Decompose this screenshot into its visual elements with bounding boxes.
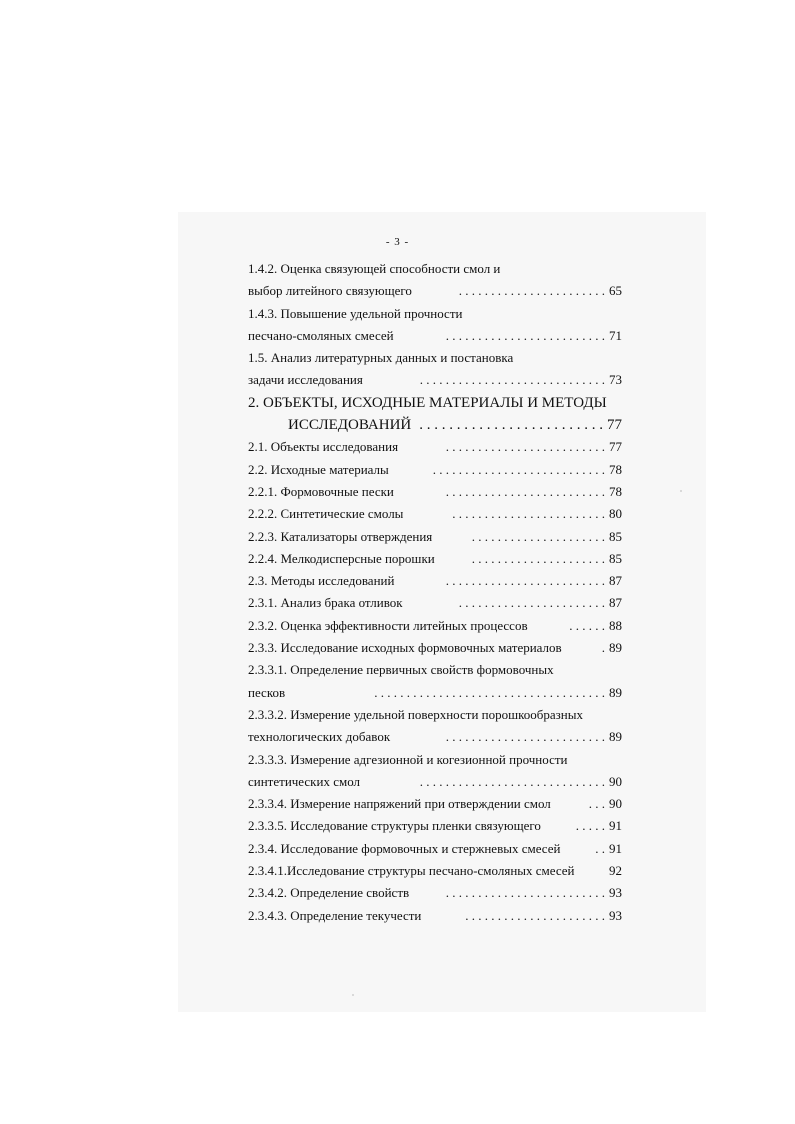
toc-entry	[248, 704, 628, 726]
toc-entry	[248, 392, 628, 414]
toc-dot-leader: . .	[595, 840, 605, 856]
toc-entry	[248, 682, 628, 704]
toc-entry	[248, 749, 628, 771]
toc-dot-leader: . . . . . . . . . . . . . . . . . . . . . . . . . . . . . . . . . . . .	[374, 684, 605, 700]
toc-entry-title: 2.3.3.2. Измерение удельной поверхности порошкообразных	[248, 706, 583, 722]
toc-entry	[248, 414, 628, 436]
toc-entry-title: 2.2. Исходные материалы	[248, 461, 389, 477]
toc-entry-title: 2.2.4. Мелкодисперсные порошки	[248, 550, 435, 566]
toc-entry-title: 2.3.3.3. Измерение адгезионной и когезионной прочности	[248, 751, 568, 767]
toc-page-number: 87	[609, 595, 622, 611]
toc-entry	[248, 303, 628, 325]
toc-entry	[248, 459, 628, 481]
toc-entry-leader-and-page	[446, 436, 622, 458]
toc-page-number: 89	[609, 640, 622, 656]
toc-entry-title: 2.3.3. Исследование исходных формовочных материалов	[248, 640, 562, 656]
toc-entry	[248, 570, 628, 592]
toc-entry-title: 2.3.4.2. Определение свойств	[248, 885, 410, 901]
toc-entry	[248, 436, 628, 458]
toc-page-number: 90	[609, 796, 622, 812]
toc-entry-title: 2.3.2. Оценка эффективности литейных процессов	[248, 617, 528, 633]
toc-entry-leader-and-page	[576, 815, 622, 837]
toc-entry	[248, 347, 628, 369]
toc-entry-title: 2.3.3.5. Исследование структуры пленки связующего	[248, 818, 541, 834]
toc-dot-leader: . . . . . . . . . . . . . . . . . . . . . . . . . . . . .	[419, 773, 605, 789]
toc-page-number: 90	[609, 773, 622, 789]
toc-entry-leader-and-page	[459, 592, 622, 614]
toc-entry-title: 2.3.1. Анализ брака отливок	[248, 595, 403, 611]
toc-entry-leader-and-page	[446, 726, 622, 748]
toc-entry-leader-and-page	[446, 882, 622, 904]
toc-entry-title: 2.2.2. Синтетические смолы	[248, 506, 404, 522]
toc-dot-leader: . . . . . . . . . . . . . . . . . . . . . . .	[458, 595, 605, 611]
toc-entry	[248, 325, 628, 347]
toc-page-number: 71	[609, 327, 622, 343]
toc-dot-leader: . . . . . . . . . . . . . . . . . . . . . . . . .	[445, 885, 605, 901]
toc-page-number: 91	[609, 818, 622, 834]
toc-dot-leader: . . . . . .	[569, 617, 605, 633]
toc-dot-leader: . . . . . . . . . . . . . . . . . . . . . . . . .	[419, 417, 603, 434]
toc-entry-title: 2.2.1. Формовочные пески	[248, 483, 394, 499]
toc-page-number: 87	[609, 573, 622, 589]
toc-entry	[248, 793, 628, 815]
toc-entry-title: 2.3.3.1. Определение первичных свойств формовочных	[248, 662, 554, 678]
toc-page-number: 85	[609, 528, 622, 544]
toc-entry-leader-and-page	[605, 860, 622, 882]
toc-entry-leader-and-page	[569, 615, 622, 637]
toc-dot-leader: . . . . . . . . . . . . . . . . . . . . . . . . .	[445, 327, 605, 343]
toc-dot-leader: . . . . . . . . . . . . . . . . . . . . .	[471, 550, 605, 566]
toc-dot-leader: . . . . . . . . . . . . . . . . . . . . . . . . .	[445, 573, 605, 589]
toc-entry-title: задачи исследования	[248, 372, 363, 388]
toc-entry-leader-and-page	[420, 771, 622, 793]
toc-entry-leader-and-page	[595, 838, 622, 860]
toc-page-number: 93	[609, 907, 622, 923]
toc-entry	[248, 592, 628, 614]
toc-dot-leader: . . . . . . . . . . . . . . . . . . . . . . . . . . .	[432, 461, 605, 477]
toc-entry-title: 2.3.4.1.Исследование структуры песчано-смоляных смесей	[248, 863, 575, 879]
toc-dot-leader: . . . . . . . . . . . . . . . . . . . . . . . . .	[445, 483, 605, 499]
toc-page-number: 93	[609, 885, 622, 901]
toc-entry-leader-and-page	[465, 905, 622, 927]
toc-entry-leader-and-page	[374, 682, 622, 704]
toc-entry	[248, 369, 628, 391]
toc-page-number: 88	[609, 617, 622, 633]
toc-entry-title: песчано-смоляных смесей	[248, 327, 394, 343]
scan-speck	[352, 994, 354, 996]
toc-page-number: 77	[607, 417, 622, 434]
toc-page-number: 85	[609, 550, 622, 566]
toc-entry-leader-and-page	[472, 548, 622, 570]
toc-entry-title: 2.3. Методы исследований	[248, 573, 395, 589]
toc-entry-title: технологических добавок	[248, 729, 391, 745]
toc-page-number: 91	[609, 840, 622, 856]
toc-dot-leader: . . .	[588, 796, 605, 812]
toc-entry-leader-and-page	[420, 369, 622, 391]
toc-entry	[248, 882, 628, 904]
toc-page-number: 78	[609, 483, 622, 499]
toc-entry	[248, 280, 628, 302]
toc-entry-leader-and-page	[419, 414, 622, 436]
toc-entry-title: 2.1. Объекты исследования	[248, 439, 399, 455]
toc-dot-leader: .	[601, 640, 605, 656]
page-number: - 3 -	[385, 236, 410, 248]
toc-dot-leader: . . . . . . . . . . . . . . . . . . . . . . . . .	[445, 729, 605, 745]
toc-entry	[248, 503, 628, 525]
toc-entry-title: 2.3.4. Исследование формовочных и стержневых смесей	[248, 840, 561, 856]
toc-entry	[248, 548, 628, 570]
toc-entry-title: 2. ОБЪЕКТЫ, ИСХОДНЫЕ МАТЕРИАЛЫ И МЕТОДЫ	[248, 394, 607, 411]
toc-dot-leader: . . . . . . . . . . . . . . . . . . . . . . . . . . . . .	[419, 372, 605, 388]
toc-entry	[248, 905, 628, 927]
toc-entry	[248, 615, 628, 637]
toc-dot-leader: . . . . . . . . . . . . . . . . . . . . . . . .	[452, 506, 605, 522]
toc-entry-leader-and-page	[602, 637, 622, 659]
toc-entry	[248, 659, 628, 681]
toc-entry-title: 2.3.3.4. Измерение напряжений при отверждении смол	[248, 796, 551, 812]
toc-page-number: 78	[609, 461, 622, 477]
toc-entry	[248, 860, 628, 882]
toc-entry-title: ИССЛЕДОВАНИЙ	[288, 417, 412, 434]
toc-page-number: 73	[609, 372, 622, 388]
toc-entry-title: 2.2.3. Катализаторы отверждения	[248, 528, 433, 544]
toc-entry	[248, 815, 628, 837]
toc-entry-title: 1.4.2. Оценка связующей способности смол и	[248, 261, 501, 276]
toc-dot-leader: . . . . . . . . . . . . . . . . . . . . .	[471, 528, 605, 544]
toc-dot-leader: . . . . . . . . . . . . . . . . . . . . . . .	[458, 283, 605, 299]
toc-entry	[248, 637, 628, 659]
toc-entry	[248, 526, 628, 548]
toc-entry-leader-and-page	[446, 481, 622, 503]
toc-entry-leader-and-page	[452, 503, 622, 525]
toc-page-number: 80	[609, 506, 622, 522]
toc-page-number: 77	[609, 439, 622, 455]
toc-entry-title: песков	[248, 684, 286, 700]
toc-entry-title: 2.3.4.3. Определение текучести	[248, 907, 422, 923]
toc-entry-title: выбор литейного связующего	[248, 283, 412, 299]
toc-entry	[248, 481, 628, 503]
toc-entry-leader-and-page	[472, 526, 622, 548]
toc-entry-title: 1.5. Анализ литературных данных и постановка	[248, 350, 514, 366]
toc-page-number: 89	[609, 729, 622, 745]
toc-dot-leader: . . . . .	[575, 818, 605, 834]
toc-entry-leader-and-page	[589, 793, 622, 815]
toc-dot-leader: . . . . . . . . . . . . . . . . . . . . . . . . .	[445, 439, 605, 455]
toc-entry-title: синтетических смол	[248, 773, 361, 789]
toc-entry-leader-and-page	[459, 280, 622, 302]
toc-entry	[248, 258, 628, 280]
toc-page-number: 92	[609, 863, 622, 879]
toc-entry	[248, 838, 628, 860]
toc-dot-leader: . . . . . . . . . . . . . . . . . . . . . .	[465, 907, 605, 923]
toc-page-number: 65	[609, 283, 622, 299]
toc-entry	[248, 726, 628, 748]
toc-page-number: 89	[609, 684, 622, 700]
toc-entry-leader-and-page	[446, 570, 622, 592]
toc-entry-leader-and-page	[446, 325, 622, 347]
scan-speck	[680, 490, 682, 492]
toc-entry-title: 1.4.3. Повышение удельной прочности	[248, 305, 463, 321]
toc-entry	[248, 771, 628, 793]
table-of-contents	[248, 258, 628, 927]
toc-entry-leader-and-page	[433, 459, 622, 481]
